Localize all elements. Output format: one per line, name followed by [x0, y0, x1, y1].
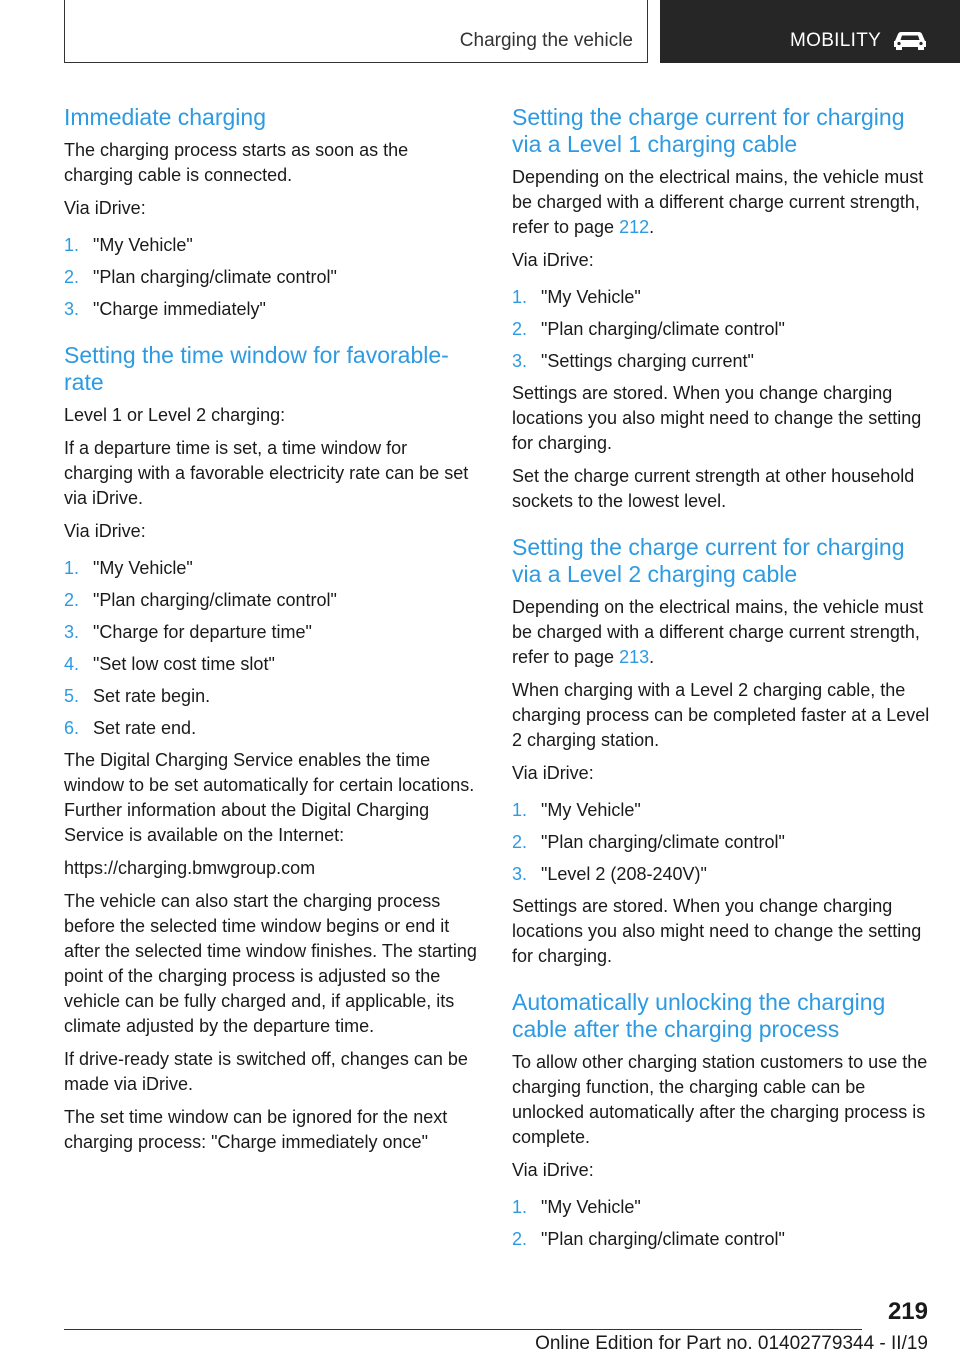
paragraph: Via iDrive:: [64, 521, 146, 541]
paragraph: If drive-ready state is switched off, changes can be made via iDrive.: [64, 1049, 468, 1094]
header-chapter-tab: [660, 0, 960, 63]
step-number: 2.: [512, 1229, 528, 1249]
section-title-time-window: Setting the time window for favorable-rate: [64, 342, 449, 395]
list-item: [512, 285, 932, 310]
steps-list: [512, 1195, 932, 1252]
paragraph: Level 1 or Level 2 charging:: [64, 405, 286, 425]
list-item: [512, 862, 932, 887]
step-number: 6.: [64, 718, 80, 738]
step-text: "Plan charging/climate control": [541, 832, 785, 852]
step-text: Set rate begin.: [93, 686, 211, 706]
list-item: [64, 652, 480, 677]
step-text: "My Vehicle": [541, 287, 641, 307]
paragraph: [512, 165, 932, 240]
paragraph: [512, 595, 932, 670]
header-section-title: Charging the vehicle: [459, 30, 633, 51]
step-number: 2.: [512, 319, 528, 339]
list-item: [64, 716, 480, 741]
header-section-box: [64, 0, 648, 63]
step-text: "My Vehicle": [541, 1197, 641, 1217]
step-number: 3.: [64, 299, 80, 319]
page-ref-link[interactable]: 213: [619, 647, 650, 667]
steps-list: [512, 285, 932, 374]
step-number: 3.: [64, 622, 80, 642]
paragraph-text: .: [649, 647, 655, 667]
paragraph: Settings are stored. When you change charging locations you also might need to change the setting for charging.: [512, 383, 922, 453]
paragraph: Via iDrive:: [64, 198, 146, 218]
step-text: "My Vehicle": [541, 800, 641, 820]
section-title-immediate-charging: Immediate charging: [64, 104, 266, 130]
list-item: [64, 233, 480, 258]
step-number: 2.: [64, 267, 80, 287]
list-item: [64, 556, 480, 581]
step-number: 1.: [64, 235, 80, 255]
step-number: 1.: [512, 800, 528, 820]
footer-divider: [64, 1329, 862, 1330]
list-item: [64, 620, 480, 645]
step-text: Set rate end.: [93, 718, 197, 738]
list-item: [512, 798, 932, 823]
steps-list: [64, 556, 480, 741]
step-text: "My Vehicle": [93, 235, 193, 255]
paragraph-text: Depending on the electrical mains, the vehicle must be charged with a different charge current strength, refer to page: [512, 167, 924, 237]
step-number: 2.: [512, 832, 528, 852]
paragraph: Via iDrive:: [512, 763, 594, 783]
list-item: [512, 317, 932, 342]
step-text: "Plan charging/climate control": [93, 590, 337, 610]
paragraph: When charging with a Level 2 charging cable, the charging process can be completed faster at a Level 2 charging station.: [512, 680, 930, 750]
url-text: https://charging.bmwgroup.com: [64, 858, 316, 878]
step-number: 1.: [512, 287, 528, 307]
steps-list: [64, 233, 480, 322]
list-item: [512, 349, 932, 374]
paragraph: The set time window can be ignored for the next charging process: "Charge immediately once": [64, 1107, 448, 1152]
paragraph: To allow other charging station customers to use the charging function, the charging cable can be unlocked automatically after the charging process is complete.: [512, 1052, 928, 1147]
paragraph: Via iDrive:: [512, 250, 594, 270]
list-item: [64, 684, 480, 709]
step-text: "Plan charging/climate control": [541, 1229, 785, 1249]
left-column: [64, 104, 480, 1163]
step-number: 3.: [512, 864, 528, 884]
list-item: [64, 297, 480, 322]
step-number: 1.: [512, 1197, 528, 1217]
step-number: 5.: [64, 686, 80, 706]
footer-edition: Online Edition for Part no. 01402779344 - II/19: [535, 1333, 928, 1354]
steps-list: [512, 798, 932, 887]
paragraph-text: .: [649, 217, 655, 237]
list-item: [512, 1195, 932, 1220]
step-text: "Set low cost time slot": [93, 654, 275, 674]
paragraph: Via iDrive:: [512, 1160, 594, 1180]
step-number: 2.: [64, 590, 80, 610]
list-item: [64, 588, 480, 613]
section-title-auto-unlock: Automatically unlocking the charging cable after the charging process: [512, 989, 886, 1042]
step-text: "Level 2 (208-240V)": [541, 864, 707, 884]
step-text: "Plan charging/climate control": [93, 267, 337, 287]
step-text: "Settings charging current": [541, 351, 754, 371]
step-number: 1.: [64, 558, 80, 578]
step-text: "Charge for departure time": [93, 622, 312, 642]
right-column: [512, 104, 932, 1259]
section-title-level1-current: Setting the charge current for charging via a Level 1 charging cable: [512, 104, 905, 157]
header-chapter-title: MOBILITY: [790, 30, 882, 51]
section-title-level2-current: Setting the charge current for charging via a Level 2 charging cable: [512, 534, 905, 587]
paragraph: The Digital Charging Service enables the time window to be set automatically for certain locations. Further information about the Digital Charging Service is available on the Internet:: [64, 750, 475, 845]
car-icon: [892, 28, 928, 50]
paragraph: Settings are stored. When you change charging locations you also might need to change the setting for charging.: [512, 896, 922, 966]
list-item: [512, 1227, 932, 1252]
step-number: 3.: [512, 351, 528, 371]
paragraph: The vehicle can also start the charging process before the selected time window begins or end it after the selected time window finishes. The starting point of the charging process is adjusted so the vehicle can be fully charged and, if applicable, its climate adjusted by the departure time.: [64, 891, 477, 1036]
paragraph: The charging process starts as soon as the charging cable is connected.: [64, 140, 409, 185]
step-text: "Charge immediately": [93, 299, 266, 319]
list-item: [512, 830, 932, 855]
page-number: 219: [887, 1298, 928, 1325]
step-text: "Plan charging/climate control": [541, 319, 785, 339]
page-ref-link[interactable]: 212: [619, 217, 650, 237]
step-text: "My Vehicle": [93, 558, 193, 578]
paragraph: If a departure time is set, a time window for charging with a favorable electricity rate can be set via iDrive.: [64, 438, 469, 508]
paragraph-text: Depending on the electrical mains, the vehicle must be charged with a different charge current strength, refer to page: [512, 597, 924, 667]
paragraph: Set the charge current strength at other household sockets to the lowest level.: [512, 466, 915, 511]
step-number: 4.: [64, 654, 80, 674]
list-item: [64, 265, 480, 290]
